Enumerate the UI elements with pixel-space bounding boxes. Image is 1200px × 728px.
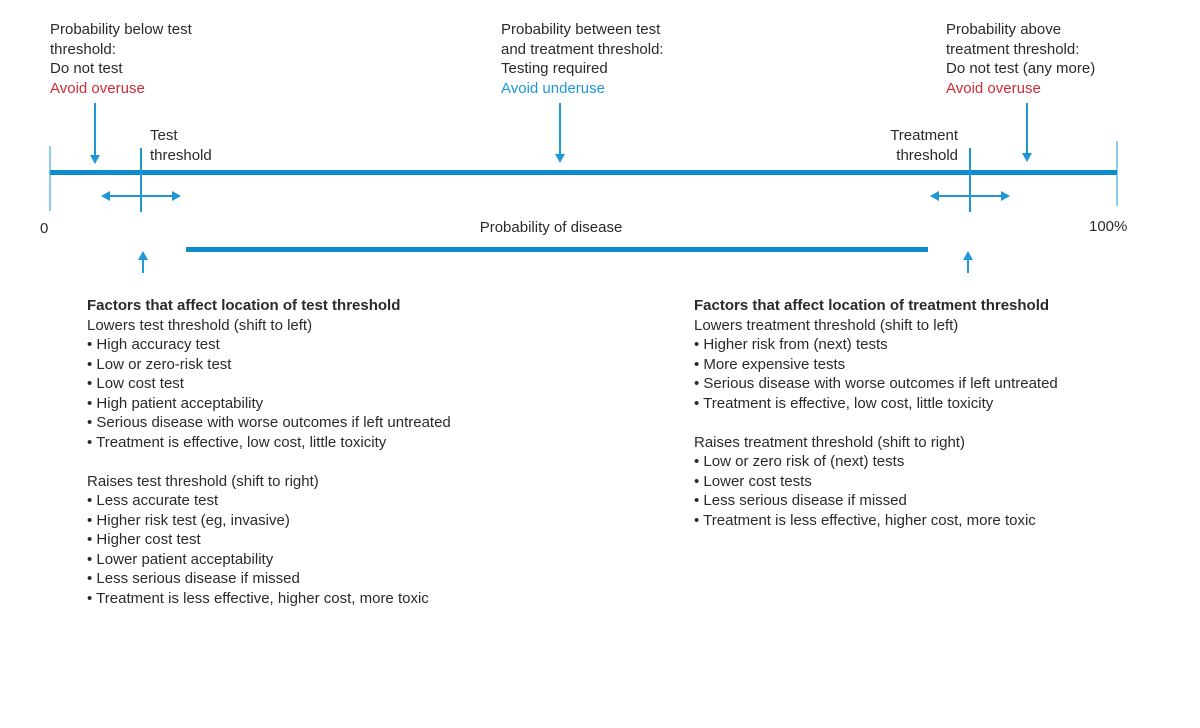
factors-test-lowers-heading: Lowers test threshold (shift to left) <box>87 316 313 334</box>
list-item: • More expensive tests <box>694 355 1134 375</box>
list-item: • Treatment is effective, low cost, little toxicity <box>694 394 1134 414</box>
note-avoid-overuse: Avoid overuse <box>50 79 145 97</box>
note-below-test-threshold <box>50 20 192 98</box>
down-arrow-between-region <box>559 103 561 155</box>
up-arrow-treatment-threshold <box>967 259 969 273</box>
factors-treatment-raises-heading: Raises treatment threshold (shift to right) <box>694 433 965 451</box>
note-line: threshold: <box>50 40 116 58</box>
test-threshold-label-line1: Test <box>150 127 178 144</box>
list-item: • Low cost test <box>87 374 517 394</box>
factors-test-raises-list <box>87 491 517 608</box>
list-item: • High patient acceptability <box>87 394 517 414</box>
axis-max-label: 100% <box>1089 218 1128 235</box>
list-item: • Treatment is less effective, higher cost, more toxic <box>87 589 517 609</box>
list-item: • Less accurate test <box>87 491 517 511</box>
note-line: Testing required <box>501 60 608 77</box>
note-avoid-overuse: Avoid overuse <box>946 79 1041 97</box>
note-line: Do not test <box>50 60 123 77</box>
factors-test-heading: Factors that affect location of test threshold <box>87 297 401 314</box>
factors-treatment-lowers-list <box>694 335 1134 413</box>
probability-of-disease-label: Probability of disease <box>479 219 623 236</box>
note-line: Probability above <box>946 21 1062 38</box>
factors-treatment-heading: Factors that affect location of treatment threshold <box>694 297 1050 314</box>
factors-test-lowers-list <box>87 335 517 452</box>
list-item: • Higher risk test (eg, invasive) <box>87 511 517 531</box>
factors-treatment-threshold <box>694 296 1134 530</box>
treatment-threshold-label-line2: threshold <box>896 146 958 164</box>
note-line: Probability between test <box>501 21 661 38</box>
list-item: • Low or zero risk of (next) tests <box>694 452 1134 472</box>
note-avoid-underuse: Avoid underuse <box>501 79 605 97</box>
list-item: • Less serious disease if missed <box>694 491 1134 511</box>
axis-left-tick <box>49 146 51 211</box>
list-item: • Treatment is effective, low cost, little toxicity <box>87 433 517 453</box>
list-item: • Lower patient acceptability <box>87 550 517 570</box>
test-threshold-label <box>150 126 212 165</box>
test-threshold-label-line2: threshold <box>150 146 212 164</box>
down-arrow-above-region <box>1026 103 1028 154</box>
list-item: • Serious disease with worse outcomes if left untreated <box>87 413 517 433</box>
probability-axis-line <box>50 170 1117 175</box>
test-threshold-shift-arrow <box>109 195 173 197</box>
note-between-thresholds <box>501 20 664 98</box>
treatment-threshold-label <box>856 126 958 165</box>
test-threshold-line <box>140 148 142 212</box>
list-item: • Lower cost tests <box>694 472 1134 492</box>
list-item: • Treatment is less effective, higher cost, more toxic <box>694 511 1134 531</box>
axis-zero-label: 0 <box>40 220 49 237</box>
factors-treatment-lowers-heading: Lowers treatment threshold (shift to left) <box>694 316 959 334</box>
treatment-threshold-line <box>969 148 971 212</box>
list-item: • Low or zero-risk test <box>87 355 517 375</box>
list-item: • Serious disease with worse outcomes if left untreated <box>694 374 1134 394</box>
list-item: • Less serious disease if missed <box>87 569 517 589</box>
factors-treatment-raises-list <box>694 452 1134 530</box>
note-line: Probability below test <box>50 21 192 38</box>
up-arrow-test-threshold <box>142 259 144 273</box>
note-line: treatment threshold: <box>946 40 1080 58</box>
down-arrow-below-region <box>94 103 96 156</box>
note-line: and treatment threshold: <box>501 40 664 58</box>
note-above-treatment-threshold <box>946 20 1095 98</box>
factors-test-threshold <box>87 296 517 608</box>
treatment-threshold-shift-arrow <box>938 195 1002 197</box>
list-item: • High accuracy test <box>87 335 517 355</box>
list-item: • Higher cost test <box>87 530 517 550</box>
factors-test-raises-heading: Raises test threshold (shift to right) <box>87 472 319 490</box>
probability-of-disease-line <box>186 247 928 252</box>
note-line: Do not test (any more) <box>946 60 1096 77</box>
treatment-threshold-label-line1: Treatment <box>890 127 958 144</box>
list-item: • Higher risk from (next) tests <box>694 335 1134 355</box>
